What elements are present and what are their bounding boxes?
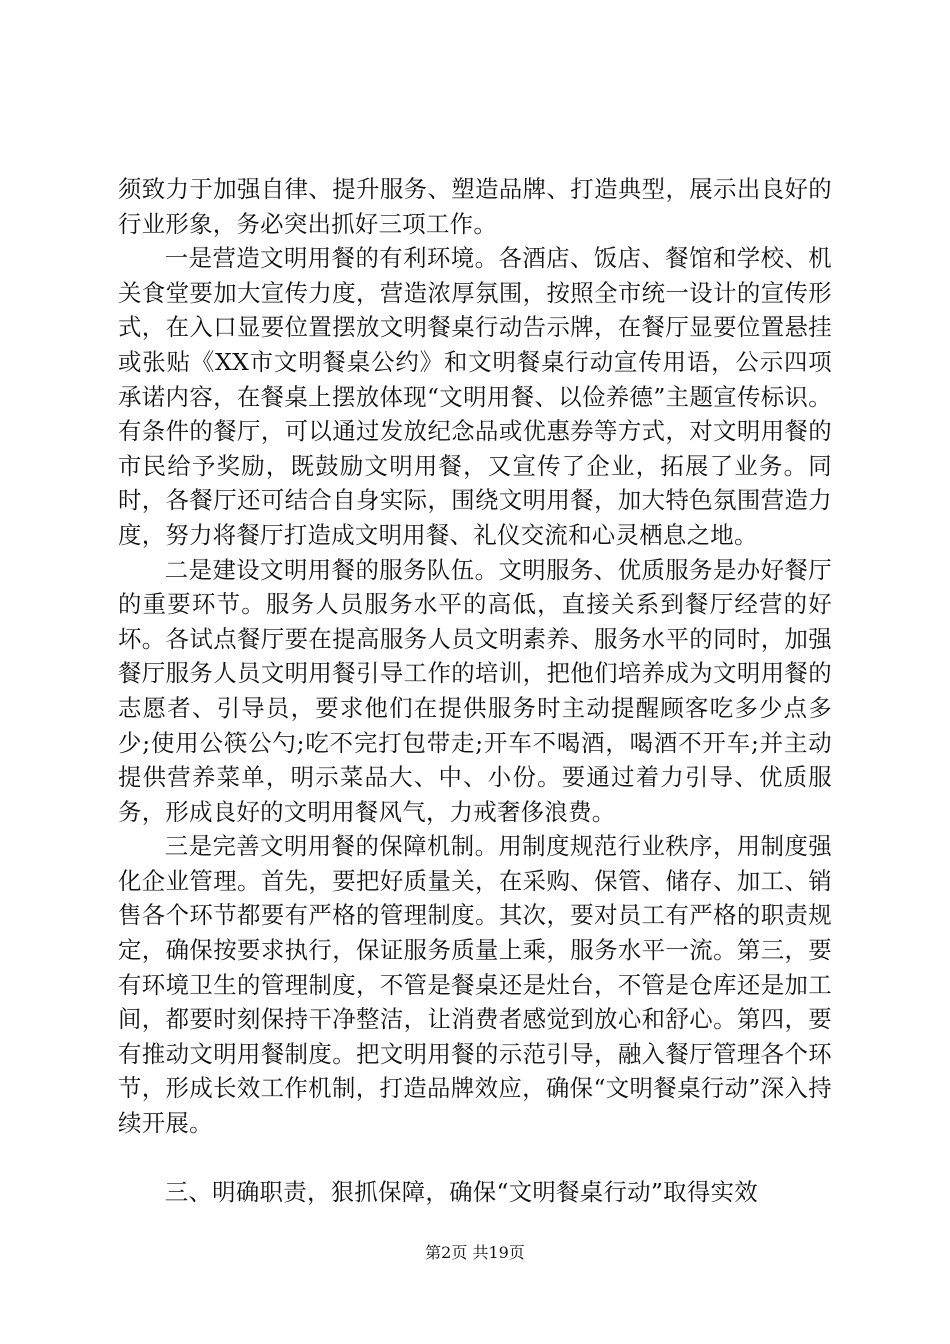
document-body [118,172,832,1209]
paragraph-guarantee-mechanism: 三是完善文明用餐的保障机制。用制度规范行业秩序，用制度强化企业管理。首先，要把好质量关，在采购、保管、储存、加工、销售各个环节都要有严格的管理制度。其次，要对员工有严格的职责规定，确保按要求执行，保证服务质量上乘，服务水平一流。第三，要有环境卫生的管理制度，不管是餐桌还是灶台，不管是仓库还是加工间，都要时刻保持干净整洁，让消费者感觉到放心和舒心。第四，要有推动文明用餐制度。把文明用餐的示范引导，融入餐厅管理各个环节，形成长效工作机制，打造品牌效应，确保“文明餐桌行动”深入持续开展。 [118,832,832,1138]
paragraph-continued: 须致力于加强自律、提升服务、塑造品牌、打造典型，展示出良好的行业形象，务必突出抓好三项工作。 [118,175,832,238]
paragraph-service-team: 二是建设文明用餐的服务队伍。文明服务、优质服务是办好餐厅的重要环节。服务人员服务水平的高低，直接关系到餐厅经营的好坏。各试点餐厅要在提高服务人员文明素养、服务水平的同时，加强餐厅服务人员文明用餐引导工作的培训，把他们培养成为文明用餐的志愿者、引导员，要求他们在提供服务时主动提醒顾客吃多少点多少;使用公筷公勺;吃不完打包带走;开车不喝酒，喝酒不开车;并主动提供营养菜单，明示菜品大、中、小份。要通过着力引导、优质服务，形成良好的文明用餐风气，力戒奢侈浪费。 [118,555,832,826]
paragraph-environment: 一是营造文明用餐的有利环境。各酒店、饭店、餐馆和学校、机关食堂要加大宣传力度，营造浓厚氛围，按照全市统一设计的宣传形式，在入口显要位置摆放文明餐桌行动告示牌，在餐厅显要位置悬挂或张贴《XX市文明餐桌公约》和文明餐桌行动宣传用语，公示四项承诺内容，在餐桌上摆放体现“文明用餐、以俭养德”主题宣传标识。有条件的餐厅，可以通过发放纪念品或优惠券等方式，对文明用餐的市民给予奖励，既鼓励文明用餐，又宣传了企业，拓展了业务。同时，各餐厅还可结合自身实际，围绕文明用餐，加大特色氛围营造力度，努力将餐厅打造成文明用餐、礼仪交流和心灵栖息之地。 [118,244,832,549]
page-number-footer: 第2页 共19页 [425,1243,525,1262]
section-heading: 三、明确职责，狠抓保障，确保“文明餐桌行动”取得实效 [164,1177,758,1206]
